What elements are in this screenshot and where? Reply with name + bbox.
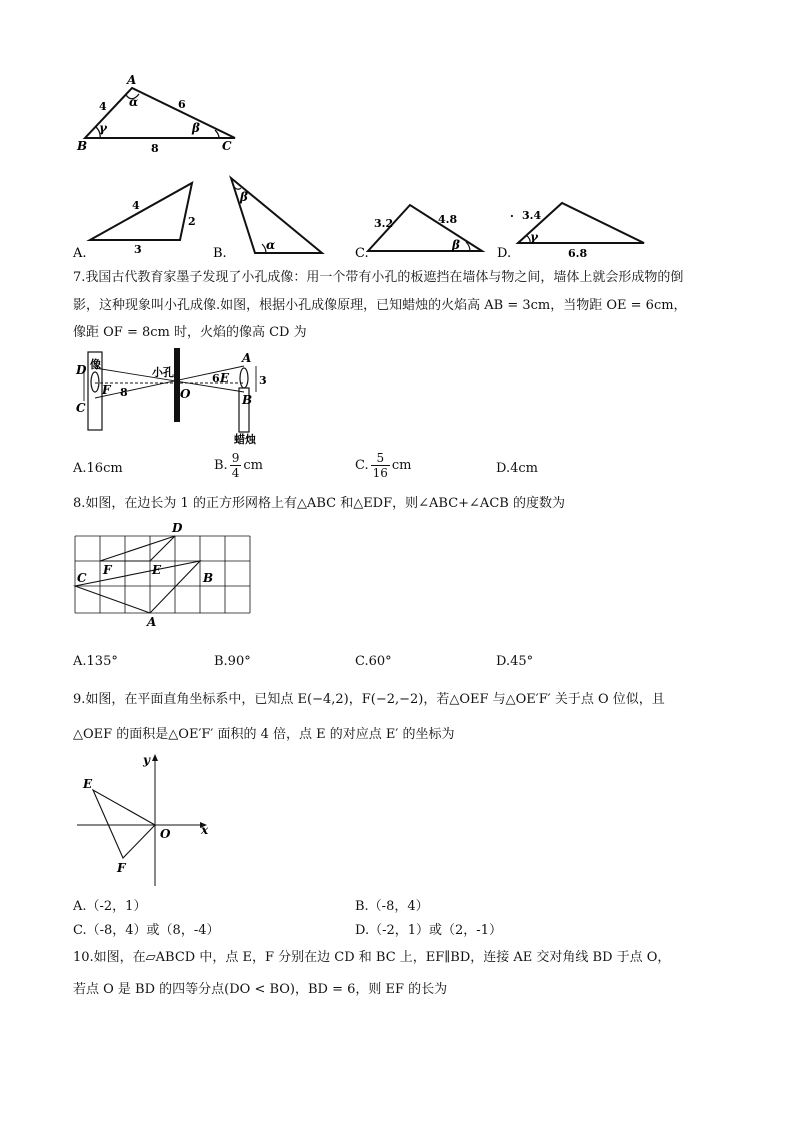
option-c-side-1: 3.2 xyxy=(374,217,394,230)
candle-label: 蜡烛 xyxy=(234,433,256,446)
q7-option-b-numerator: 9 xyxy=(231,451,240,465)
vertex-c-label: C xyxy=(222,139,232,153)
q7-option-c[interactable] xyxy=(355,451,412,480)
option-a-side-3: 3 xyxy=(134,243,142,256)
y-axis-arrow xyxy=(152,754,158,761)
q7-option-c-numerator: 5 xyxy=(371,451,390,466)
distance-f-label: 8 xyxy=(120,386,128,399)
q9-option-d[interactable]: D.（-2，1）或（2，-1） xyxy=(355,923,502,938)
q8-option-c[interactable]: C.60° xyxy=(355,654,392,669)
point-e-label: E xyxy=(83,777,93,791)
pinhole-o-label: O xyxy=(180,387,191,401)
option-a-letter: A. xyxy=(73,246,87,260)
option-d-side-2: 6.8 xyxy=(568,247,588,260)
triangle-edf-grid xyxy=(100,536,175,561)
origin-label: O xyxy=(160,827,171,841)
grid-d-label: D xyxy=(172,521,183,535)
q8-text: 8.如图，在边长为 1 的正方形网格上有△ABC 和△EDF，则∠ABC+∠ACB 的度数为 xyxy=(73,496,565,511)
alpha-label: α xyxy=(129,95,139,109)
q9-option-c[interactable]: C.（-8，4）或（8，-4） xyxy=(73,923,220,938)
image-flame xyxy=(91,372,99,392)
q7-option-b-fraction xyxy=(230,451,242,480)
q9-option-a[interactable]: A.（-2，1） xyxy=(73,899,147,914)
side-ac-label: 6 xyxy=(178,98,186,111)
option-c-letter: C. xyxy=(355,246,369,260)
option-d-dot: . xyxy=(510,207,514,220)
height-label: 3 xyxy=(259,374,267,387)
coordinate-figure xyxy=(75,752,215,890)
q7-option-c-denominator: 16 xyxy=(372,466,388,480)
grid-figure xyxy=(70,520,260,630)
option-d-letter: D. xyxy=(497,246,512,260)
option-b-figure xyxy=(210,175,330,260)
side-bc-label: 8 xyxy=(151,142,159,155)
q7-option-c-fraction xyxy=(371,451,390,480)
q7-text-line-3: 像距 OF = 8cm 时，火焰的像高 CD 为 xyxy=(73,325,307,340)
option-a-figure xyxy=(70,175,200,260)
pinhole-c-label: C xyxy=(76,401,86,415)
triangle-abc-grid xyxy=(75,561,200,613)
pinhole-board xyxy=(174,348,180,422)
option-b-letter: B. xyxy=(213,246,227,260)
q7-option-b-unit: cm xyxy=(243,458,263,473)
q8-option-d[interactable]: D.45° xyxy=(496,654,534,669)
option-d-figure xyxy=(494,195,654,260)
candle-flame xyxy=(240,368,248,388)
pinhole-figure xyxy=(74,346,274,446)
pinhole-b-label: B xyxy=(242,393,253,407)
q10-text-line-1: 10.如图，在▱ABCD 中，点 E，F 分别在边 CD 和 BC 上，EF∥BD，连接 AE 交对角线 BD 于点 O， xyxy=(73,950,671,965)
option-a-side-1: 4 xyxy=(132,199,140,212)
option-c-beta-label: β xyxy=(452,238,460,252)
q7-text-line-2: 影，这种现象叫小孔成像.如图，根据小孔成像原理，已知蜡烛的火焰高 AB = 3cm，当物距 OE = 6cm， xyxy=(73,298,687,313)
option-c-side-2: 4.8 xyxy=(438,213,458,226)
x-axis-label: x xyxy=(201,823,209,837)
option-b-beta-label: β xyxy=(240,190,248,204)
side-ab-label: 4 xyxy=(99,100,107,113)
gamma-label: γ xyxy=(99,121,107,135)
grid-c-label: C xyxy=(77,571,87,585)
option-b-alpha-label: α xyxy=(266,238,276,252)
distance-e-label: 6 xyxy=(212,372,220,385)
triangle-oef xyxy=(93,790,155,858)
q7-option-b-letter: B. xyxy=(214,458,228,473)
grid-a-label: A xyxy=(147,615,157,629)
q9-text-line-2: △OEF 的面积是△OE′F′ 面积的 4 倍，点 E 的对应点 E′ 的坐标为 xyxy=(73,727,455,742)
q7-option-c-unit: cm xyxy=(391,458,412,473)
triangle-abc-figure xyxy=(75,70,245,155)
q10-text-line-2: 若点 O 是 BD 的四等分点(DO < BO)，BD = 6，则 EF 的长为 xyxy=(73,982,448,997)
option-d-side-1: 3.4 xyxy=(522,209,542,222)
grid-b-label: B xyxy=(203,571,214,585)
option-c-figure xyxy=(352,195,492,260)
q7-text-line-1: 7.我国古代教育家墨子发现了小孔成像：用一个带有小孔的板遮挡在墙体与物之间，墙体上就会形成物的倒 xyxy=(73,270,684,285)
angle-beta-arc xyxy=(215,130,219,138)
q7-option-b[interactable] xyxy=(214,451,263,480)
hole-label: 小孔 xyxy=(152,366,174,379)
option-d-gamma-label: γ xyxy=(530,230,538,244)
q8-option-a[interactable]: A.135° xyxy=(73,654,118,669)
image-label: 像 xyxy=(90,358,101,371)
beta-label: β xyxy=(192,121,200,135)
q9-option-b[interactable]: B.（-8，4） xyxy=(355,899,429,914)
pinhole-f-label: F xyxy=(102,383,111,397)
q7-option-b-denominator: 4 xyxy=(231,466,240,480)
pinhole-d-label: D xyxy=(76,363,87,377)
q8-option-b[interactable]: B.90° xyxy=(214,654,251,669)
point-f-label: F xyxy=(117,861,126,875)
pinhole-a-label: A xyxy=(242,351,252,365)
grid-e-label: E xyxy=(152,563,162,577)
option-a-triangle xyxy=(90,183,192,240)
q9-text-line-1: 9.如图，在平面直角坐标系中，已知点 E(−4,2)，F(−2,−2)，若△OEF 与△OE′F′ 关于点 O 位似，且 xyxy=(73,692,665,707)
q7-option-c-letter: C. xyxy=(355,458,369,473)
grid-f-label: F xyxy=(103,563,112,577)
pinhole-e-label: E xyxy=(220,371,230,385)
q7-option-a[interactable]: A.16cm xyxy=(73,461,123,476)
vertex-b-label: B xyxy=(77,139,88,153)
vertex-a-label: A xyxy=(127,73,137,87)
triangle-abc xyxy=(85,88,235,138)
q7-option-d[interactable]: D.4cm xyxy=(496,461,538,476)
option-a-side-2: 2 xyxy=(188,215,196,228)
grid-lines xyxy=(75,536,250,613)
y-axis-label: y xyxy=(143,753,150,767)
